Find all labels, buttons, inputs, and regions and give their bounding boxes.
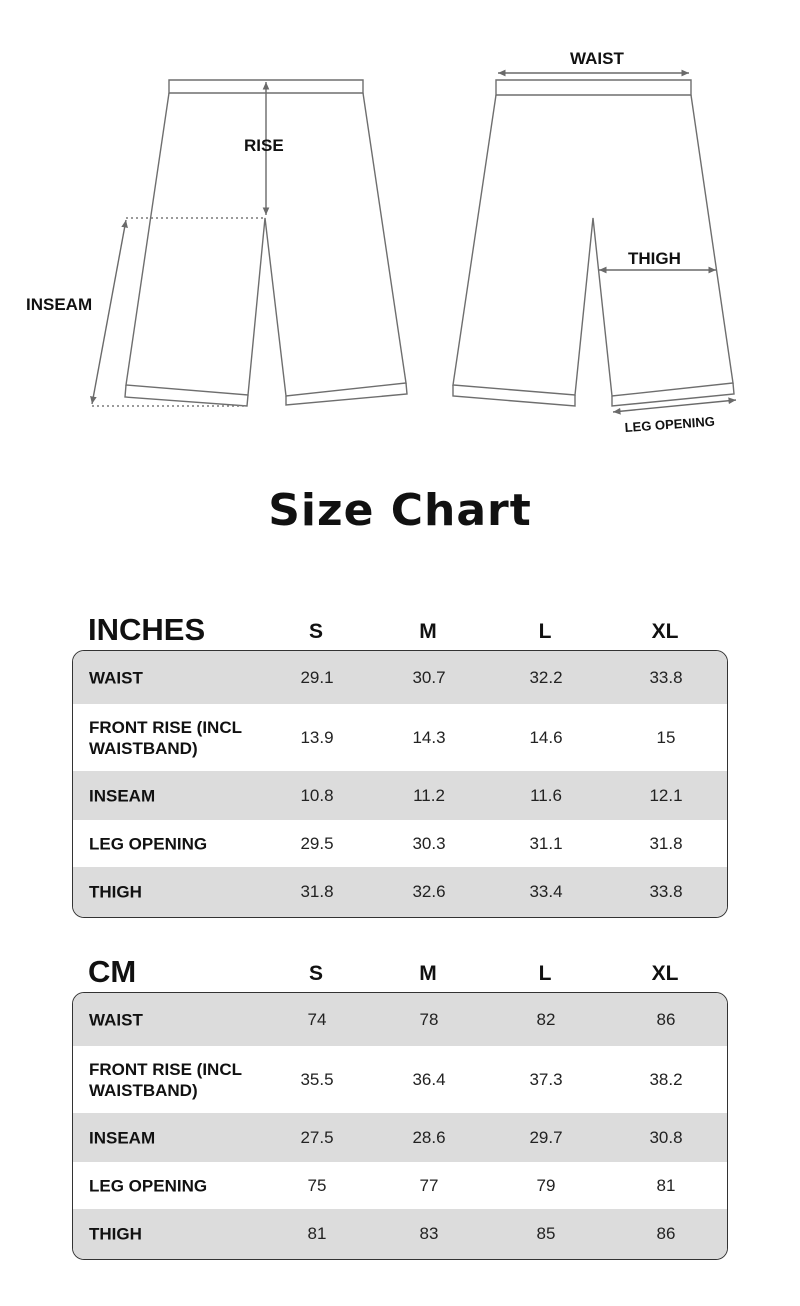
cell-value: 12.1	[649, 785, 683, 805]
cm-table-body	[72, 992, 728, 1260]
cm-header-row	[72, 952, 728, 992]
cell-value: 79	[536, 1175, 556, 1195]
cell-value: 36.4	[412, 1069, 446, 1089]
size-header-m: M	[419, 620, 437, 643]
shorts-back-illustration	[453, 80, 734, 406]
cell-value: 85	[536, 1224, 556, 1243]
row-label-leg-opening: LEG OPENING	[89, 1176, 208, 1195]
page-title: Size Chart	[268, 485, 532, 536]
waist-label: WAIST	[570, 49, 624, 68]
thigh-label: THIGH	[628, 249, 681, 268]
cell-value: 78	[419, 1009, 439, 1029]
inseam-arrow	[92, 220, 126, 404]
cell-value: 29.5	[300, 833, 334, 853]
cell-value: 29.1	[300, 667, 334, 687]
cell-value: 83	[419, 1224, 439, 1243]
table-row	[73, 651, 727, 704]
table-row	[73, 867, 727, 917]
table-row	[73, 1113, 727, 1162]
cell-value: 75	[307, 1175, 327, 1195]
leg-opening-arrow	[613, 400, 736, 412]
inches-size-table	[72, 610, 728, 918]
cell-value: 15	[656, 727, 676, 747]
cm-size-table	[72, 952, 728, 1260]
leg-opening-label: LEG OPENING	[624, 413, 716, 435]
inches-table-body	[72, 650, 728, 918]
cell-value: 33.8	[649, 882, 683, 901]
cell-value: 86	[656, 1224, 676, 1243]
table-row	[73, 771, 727, 820]
cell-value: 30.7	[412, 667, 446, 687]
cell-value: 35.5	[300, 1069, 334, 1089]
cell-value: 33.8	[649, 667, 683, 687]
cell-value: 31.1	[529, 833, 563, 853]
row-label-thigh: THIGH	[89, 1224, 142, 1244]
table-row	[73, 1209, 727, 1259]
rise-label: RISE	[244, 136, 284, 155]
cell-value: 32.6	[412, 882, 446, 901]
unit-label-cm: CM	[88, 954, 137, 989]
cell-value: 14.6	[529, 727, 563, 747]
cell-value: 30.3	[412, 833, 446, 853]
table-row	[73, 1162, 727, 1209]
inches-header-row	[72, 610, 728, 650]
cell-value: 38.2	[649, 1069, 683, 1089]
row-label-waist: WAIST	[89, 1010, 143, 1029]
cell-value: 13.9	[300, 727, 334, 747]
cell-value: 31.8	[300, 882, 334, 901]
size-header-l: L	[538, 962, 552, 985]
table-row	[73, 820, 727, 867]
size-header-xl: XL	[651, 620, 679, 643]
cell-value: 27.5	[300, 1127, 334, 1147]
cell-value: 11.6	[530, 785, 562, 805]
row-label-inseam: INSEAM	[89, 1128, 156, 1147]
row-label-inseam: INSEAM	[89, 786, 156, 805]
row-label-thigh: THIGH	[89, 882, 142, 902]
cell-value: 74	[307, 1009, 327, 1029]
cell-value: 11.2	[413, 785, 445, 805]
size-header-s: S	[308, 620, 323, 643]
table-row	[73, 1046, 727, 1113]
unit-label-inches: INCHES	[88, 612, 206, 647]
cell-value: 14.3	[412, 727, 446, 747]
cell-value: 30.8	[649, 1127, 683, 1147]
cell-value: 82	[536, 1009, 556, 1029]
size-header-s: S	[308, 962, 323, 985]
row-label-waist: WAIST	[89, 668, 143, 687]
cell-value: 33.4	[529, 882, 563, 901]
cell-value: 81	[656, 1175, 676, 1195]
cell-value: 86	[656, 1009, 676, 1029]
row-label-front-rise: FRONT RISE (INCL WAISTBAND)	[89, 717, 242, 758]
cell-value: 77	[419, 1175, 439, 1195]
cell-value: 29.7	[529, 1127, 563, 1147]
size-header-l: L	[538, 620, 552, 643]
measurement-diagram	[0, 0, 800, 450]
cell-value: 81	[307, 1224, 327, 1243]
size-header-xl: XL	[651, 962, 679, 985]
cell-value: 31.8	[649, 833, 683, 853]
cell-value: 10.8	[300, 785, 334, 805]
cell-value: 28.6	[412, 1127, 446, 1147]
row-label-front-rise: FRONT RISE (INCL WAISTBAND)	[89, 1059, 242, 1100]
row-label-leg-opening: LEG OPENING	[89, 834, 208, 853]
inseam-label: INSEAM	[26, 295, 93, 314]
table-row	[73, 704, 727, 771]
size-header-m: M	[419, 962, 437, 985]
cell-value: 32.2	[529, 667, 563, 687]
table-row	[73, 993, 727, 1046]
cell-value: 37.3	[529, 1069, 563, 1089]
